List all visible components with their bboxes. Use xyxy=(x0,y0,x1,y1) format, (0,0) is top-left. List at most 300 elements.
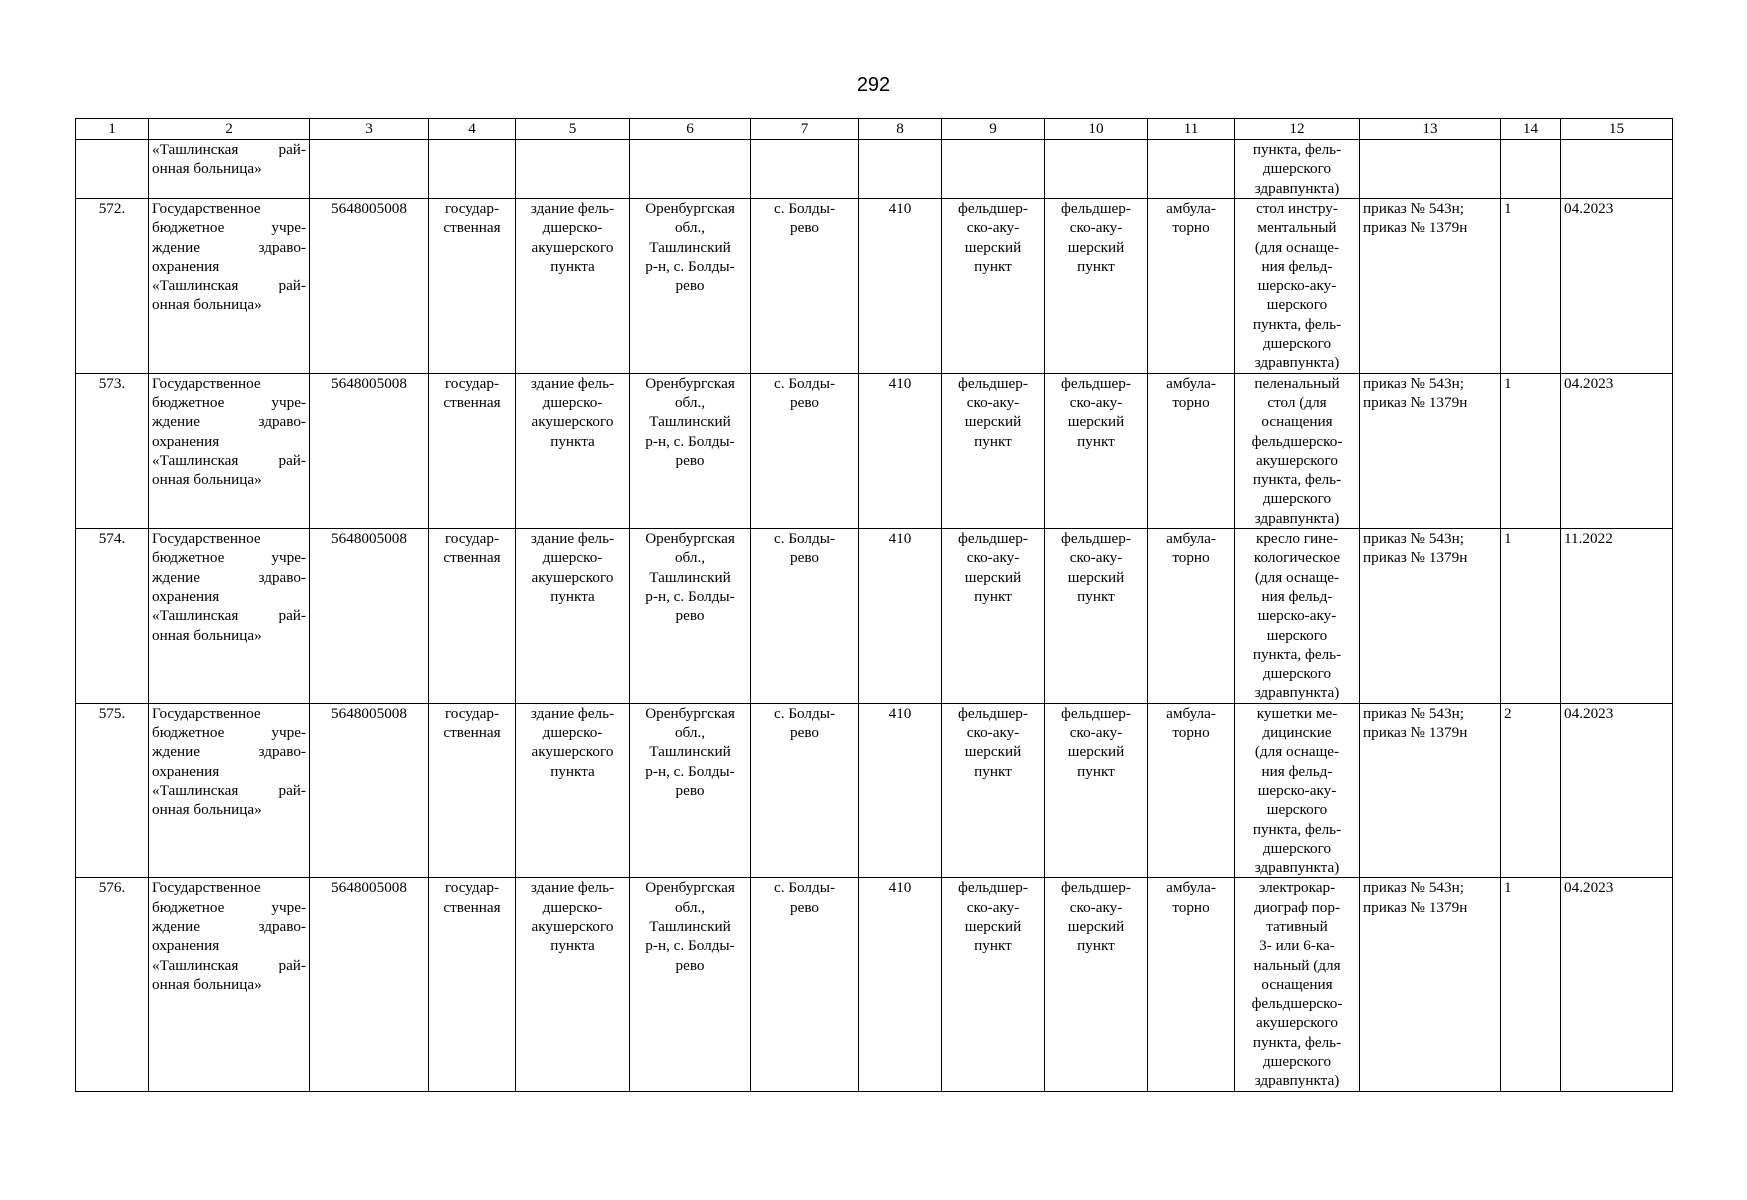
cell-line: онная больница» xyxy=(152,471,262,489)
cell-line: пункта xyxy=(550,257,595,275)
header-cell: 7 xyxy=(751,119,859,140)
cell-line: торно xyxy=(1172,549,1210,567)
cell xyxy=(429,140,516,199)
cell-line: шерский xyxy=(964,743,1022,761)
cell-line: кологическое xyxy=(1253,549,1341,567)
cell-line: пункт xyxy=(974,432,1012,450)
cell-line: дшерско- xyxy=(542,724,603,742)
cell-line: Государственное xyxy=(152,374,261,392)
cell-line: Ташлинский xyxy=(649,413,731,431)
cell-line: ско-аку- xyxy=(1069,898,1123,916)
cell-line: пункта, фель- xyxy=(1252,471,1342,489)
cell-line: шерский xyxy=(964,238,1022,256)
cell-line: дшерско- xyxy=(542,549,603,567)
cell-line: шерский xyxy=(1067,238,1125,256)
cell-line: фельдшерско- xyxy=(1251,432,1343,450)
cell-line: пункт xyxy=(1077,432,1115,450)
ownership-cell xyxy=(429,373,516,528)
cell-line: охранения xyxy=(152,257,220,275)
code-cell: 410 xyxy=(859,529,942,704)
cell-line: Оренбургская xyxy=(645,530,735,548)
ownership-cell xyxy=(429,529,516,704)
cell-line: приказ № 543н; xyxy=(1363,530,1464,548)
cell-line: дшерского xyxy=(1262,1053,1332,1071)
date-cell: 04.2023 xyxy=(1561,878,1673,1091)
cell-line: ственная xyxy=(443,393,501,411)
code-cell: 410 xyxy=(859,878,942,1091)
building-cell xyxy=(516,373,630,528)
header-cell: 10 xyxy=(1045,119,1148,140)
building-cell xyxy=(516,529,630,704)
cell-line: рево xyxy=(675,781,705,799)
cell-line: фельдшер- xyxy=(1061,200,1131,217)
cell-line: рево xyxy=(790,549,819,567)
cell-line: фельдшер- xyxy=(958,374,1028,392)
cell-line: р-н, с. Болды- xyxy=(645,762,735,780)
cell-line: пункта xyxy=(550,937,595,955)
cell-line: с. Болды- xyxy=(773,530,836,548)
cell-line: здравпункта) xyxy=(1254,354,1340,372)
cell-line: ско-аку- xyxy=(966,393,1020,411)
cell-line: онная больница» xyxy=(152,801,262,819)
cell-line: обл., xyxy=(674,898,706,916)
cell-line: стол инстру- xyxy=(1256,200,1338,217)
cell-line: акушерского xyxy=(531,568,614,586)
cell-line: торно xyxy=(1172,219,1210,237)
header-cell: 5 xyxy=(516,119,630,140)
unit2-cell xyxy=(1045,529,1148,704)
cell-line: амбула- xyxy=(1166,879,1216,897)
cell-line: «Ташлинская рай- xyxy=(152,277,306,295)
cell-line: ния фельд- xyxy=(1261,587,1333,605)
cell-line: с. Болды- xyxy=(773,374,836,392)
cell-line: пункт xyxy=(974,762,1012,780)
address-cell xyxy=(630,373,751,528)
cell-line: акушерского xyxy=(531,917,614,935)
row-number-cell: 574. xyxy=(76,529,149,704)
cell-line: «Ташлинская рай- xyxy=(152,451,306,469)
cell-line: бюджетное учре- xyxy=(152,393,306,411)
cell-line: ско-аку- xyxy=(1069,219,1123,237)
cell-line: здравпункта) xyxy=(1254,1072,1340,1090)
cell-line: охранения xyxy=(152,432,220,450)
header-cell: 8 xyxy=(859,119,942,140)
cell-line: Оренбургская xyxy=(645,879,735,897)
cell-line: здравпункта) xyxy=(1254,179,1340,197)
cell-line: кушетки ме- xyxy=(1256,704,1338,722)
cell-line: ско-аку- xyxy=(966,724,1020,742)
ownership-cell xyxy=(429,199,516,374)
cell-line: приказ № 1379н xyxy=(1363,549,1468,567)
table-row xyxy=(76,703,1673,878)
locality-cell xyxy=(751,703,859,878)
cell-line: фельдшер- xyxy=(1061,704,1131,722)
unit2-cell xyxy=(1045,878,1148,1091)
unit-cell xyxy=(942,529,1045,704)
care-cell xyxy=(1148,199,1235,374)
cell-line: ственная xyxy=(443,724,501,742)
address-cell xyxy=(630,529,751,704)
cell-line: пункта, фель- xyxy=(1252,315,1342,333)
unit-cell xyxy=(942,373,1045,528)
unit2-cell xyxy=(1045,373,1148,528)
cell-line: рево xyxy=(675,607,705,625)
cell-line: Оренбургская xyxy=(645,200,735,217)
inn-cell: 5648005008 xyxy=(310,373,429,528)
cell-line: акушерского xyxy=(531,238,614,256)
organization-cell xyxy=(149,878,310,1091)
locality-cell xyxy=(751,199,859,374)
cell-line: акушерского xyxy=(1256,1014,1338,1032)
cell-line: дшерско- xyxy=(542,393,603,411)
basis-cell xyxy=(1360,703,1501,878)
cell-line: ственная xyxy=(443,549,501,567)
cell-line: Государственное xyxy=(152,704,261,722)
cell-line: онная больница» xyxy=(152,626,262,644)
cell-line: шерский xyxy=(964,568,1022,586)
cell xyxy=(1148,140,1235,199)
cell-line: приказ № 543н; xyxy=(1363,200,1464,217)
header-cell: 9 xyxy=(942,119,1045,140)
cell-line: государ- xyxy=(444,879,500,897)
continuation-row xyxy=(76,140,1673,199)
cell-line: обл., xyxy=(674,393,706,411)
header-cell: 14 xyxy=(1501,119,1561,140)
cell-line: акушерского xyxy=(531,413,614,431)
cell-line: амбула- xyxy=(1166,374,1216,392)
cell-line: пункт xyxy=(1077,762,1115,780)
cell-line: рево xyxy=(675,956,705,974)
cell-line: ждение здраво- xyxy=(152,743,306,761)
cell-line: рево xyxy=(790,724,819,742)
cell-line: (для оснаще- xyxy=(1254,743,1340,761)
date-cell: 11.2022 xyxy=(1561,529,1673,704)
cell-line: здание фель- xyxy=(530,374,615,392)
header-cell: 15 xyxy=(1561,119,1673,140)
quantity-cell: 1 xyxy=(1501,878,1561,1091)
cell-line: Государственное xyxy=(152,200,261,217)
equipment-cell xyxy=(1235,373,1360,528)
cell-line: здание фель- xyxy=(530,704,615,722)
cell-line: оснащения xyxy=(1261,975,1333,993)
cell-line: ждение здраво- xyxy=(152,238,306,256)
quantity-cell: 1 xyxy=(1501,199,1561,374)
cell-line: шерского xyxy=(1266,626,1328,644)
organization-cell xyxy=(149,199,310,374)
ownership-cell xyxy=(429,703,516,878)
cell-line: дшерского xyxy=(1262,160,1332,178)
building-cell xyxy=(516,878,630,1091)
address-cell xyxy=(630,199,751,374)
header-cell: 3 xyxy=(310,119,429,140)
cell xyxy=(310,140,429,199)
cell-line: шерско-аку- xyxy=(1257,607,1337,625)
address-cell xyxy=(630,703,751,878)
cell-line: приказ № 1379н xyxy=(1363,898,1468,916)
cell xyxy=(1501,140,1561,199)
cell-line: акушерского xyxy=(531,743,614,761)
cell-line: дшерского xyxy=(1262,839,1332,857)
quantity-cell: 2 xyxy=(1501,703,1561,878)
basis-cell xyxy=(1360,529,1501,704)
cell-line: Государственное xyxy=(152,879,261,897)
cell-line: амбула- xyxy=(1166,704,1216,722)
registry-table xyxy=(75,118,1673,1092)
cell-line: здравпункта) xyxy=(1254,684,1340,702)
building-cell xyxy=(516,199,630,374)
cell-line: ственная xyxy=(443,219,501,237)
cell-line: ско-аку- xyxy=(1069,724,1123,742)
cell-line: р-н, с. Болды- xyxy=(645,432,735,450)
cell-line: фельдшер- xyxy=(958,200,1028,217)
cell-line: р-н, с. Болды- xyxy=(645,257,735,275)
cell-line: ния фельд- xyxy=(1261,762,1333,780)
cell-line: р-н, с. Болды- xyxy=(645,587,735,605)
cell-line: шерский xyxy=(964,917,1022,935)
cell-line: ско-аку- xyxy=(966,549,1020,567)
cell-line: пункт xyxy=(974,257,1012,275)
cell-line: Оренбургская xyxy=(645,704,735,722)
cell-line: с. Болды- xyxy=(773,704,836,722)
header-cell: 12 xyxy=(1235,119,1360,140)
cell-line: рево xyxy=(675,451,705,469)
cell-line: дицинские xyxy=(1262,724,1332,742)
cell-line: приказ № 543н; xyxy=(1363,374,1464,392)
cell-line: стол (для xyxy=(1267,393,1327,411)
cell-line: бюджетное учре- xyxy=(152,898,306,916)
table-row xyxy=(76,878,1673,1091)
cell-line: пеленальный xyxy=(1254,374,1340,392)
ownership-cell xyxy=(429,878,516,1091)
cell-line: торно xyxy=(1172,393,1210,411)
cell-line: ментальный xyxy=(1257,219,1337,237)
cell-line: шерский xyxy=(964,413,1022,431)
continuation-equipment-cell xyxy=(1235,140,1360,199)
cell xyxy=(516,140,630,199)
care-cell xyxy=(1148,703,1235,878)
cell-line: фельдшер- xyxy=(958,530,1028,548)
cell-line: пункта, фель- xyxy=(1252,645,1342,663)
cell-line: пункта, фель- xyxy=(1252,820,1342,838)
header-row xyxy=(76,119,1673,140)
cell-line: ждение здраво- xyxy=(152,413,306,431)
cell-line: фельдшер- xyxy=(958,704,1028,722)
care-cell xyxy=(1148,878,1235,1091)
cell-line: приказ № 1379н xyxy=(1363,393,1468,411)
cell-line: государ- xyxy=(444,530,500,548)
cell-line: торно xyxy=(1172,724,1210,742)
cell-line: пункта, фель- xyxy=(1252,141,1342,158)
cell-line: кресло гине- xyxy=(1255,530,1339,548)
cell-line: бюджетное учре- xyxy=(152,549,306,567)
cell xyxy=(751,140,859,199)
cell-line: дшерско- xyxy=(542,898,603,916)
cell-line: приказ № 1379н xyxy=(1363,219,1468,237)
cell-line: обл., xyxy=(674,219,706,237)
cell-line: пункта xyxy=(550,762,595,780)
inn-cell: 5648005008 xyxy=(310,878,429,1091)
continuation-org-cell xyxy=(149,140,310,199)
date-cell: 04.2023 xyxy=(1561,373,1673,528)
cell-line: ждение здраво- xyxy=(152,917,306,935)
code-cell: 410 xyxy=(859,373,942,528)
organization-cell xyxy=(149,373,310,528)
cell-line: «Ташлинская рай- xyxy=(152,141,306,158)
cell-line: (для оснаще- xyxy=(1254,568,1340,586)
cell-line: приказ № 543н; xyxy=(1363,704,1464,722)
basis-cell xyxy=(1360,878,1501,1091)
cell-line: ждение здраво- xyxy=(152,568,306,586)
table-row xyxy=(76,373,1673,528)
header-cell: 1 xyxy=(76,119,149,140)
cell-line: торно xyxy=(1172,898,1210,916)
code-cell: 410 xyxy=(859,199,942,374)
cell-line: обл., xyxy=(674,724,706,742)
basis-cell xyxy=(1360,373,1501,528)
address-cell xyxy=(630,878,751,1091)
cell-line: дшерского xyxy=(1262,490,1332,508)
cell-line: Государственное xyxy=(152,530,261,548)
cell-line: ско-аку- xyxy=(1069,549,1123,567)
cell-line: нальный (для xyxy=(1253,956,1341,974)
cell-line: акушерского xyxy=(1256,451,1338,469)
cell-line: Оренбургская xyxy=(645,374,735,392)
inn-cell: 5648005008 xyxy=(310,199,429,374)
cell-line: онная больница» xyxy=(152,296,262,314)
cell-line: дшерского xyxy=(1262,335,1332,353)
cell-line: бюджетное учре- xyxy=(152,724,306,742)
cell-line: фельдшерско- xyxy=(1251,995,1343,1013)
care-cell xyxy=(1148,529,1235,704)
cell-line: здание фель- xyxy=(530,879,615,897)
cell-line: приказ № 1379н xyxy=(1363,724,1468,742)
cell-line: шерский xyxy=(1067,743,1125,761)
organization-cell xyxy=(149,703,310,878)
row-number-cell: 575. xyxy=(76,703,149,878)
cell-line: шерский xyxy=(1067,413,1125,431)
cell-line: пункт xyxy=(974,937,1012,955)
cell-line: дшерско- xyxy=(542,219,603,237)
cell xyxy=(630,140,751,199)
code-cell: 410 xyxy=(859,703,942,878)
table-row xyxy=(76,529,1673,704)
cell-line: пункт xyxy=(1077,257,1115,275)
row-number-cell: 572. xyxy=(76,199,149,374)
cell-line: «Ташлинская рай- xyxy=(152,607,306,625)
quantity-cell: 1 xyxy=(1501,373,1561,528)
cell-line: амбула- xyxy=(1166,200,1216,217)
cell-line: Ташлинский xyxy=(649,743,731,761)
cell-line: шерско-аку- xyxy=(1257,781,1337,799)
cell-line: ско-аку- xyxy=(1069,393,1123,411)
cell-line: охранения xyxy=(152,587,220,605)
quantity-cell: 1 xyxy=(1501,529,1561,704)
cell-line: с. Болды- xyxy=(773,879,836,897)
cell-line: рево xyxy=(790,393,819,411)
locality-cell xyxy=(751,529,859,704)
cell-line: пункт xyxy=(974,587,1012,605)
cell-line: рево xyxy=(790,219,819,237)
cell-line: бюджетное учре- xyxy=(152,219,306,237)
cell-line: диограф пор- xyxy=(1253,898,1341,916)
basis-cell xyxy=(1360,199,1501,374)
cell xyxy=(1360,140,1501,199)
cell-line: пункт xyxy=(1077,587,1115,605)
cell-line: шерского xyxy=(1266,296,1328,314)
cell-line: онная больница» xyxy=(152,975,262,993)
cell-line: шерского xyxy=(1266,801,1328,819)
cell-line: фельдшер- xyxy=(1061,374,1131,392)
cell-line: шерско-аку- xyxy=(1257,277,1337,295)
cell-line: Ташлинский xyxy=(649,917,731,935)
cell xyxy=(1561,140,1673,199)
cell-line: р-н, с. Болды- xyxy=(645,937,735,955)
cell-line: государ- xyxy=(444,200,500,217)
cell-line: пункта xyxy=(550,587,595,605)
cell-line: ско-аку- xyxy=(966,219,1020,237)
cell-line: охранения xyxy=(152,937,220,955)
cell-line: ско-аку- xyxy=(966,898,1020,916)
cell-line: фельдшер- xyxy=(1061,879,1131,897)
inn-cell: 5648005008 xyxy=(310,703,429,878)
cell-line: рево xyxy=(675,277,705,295)
cell-line: государ- xyxy=(444,374,500,392)
organization-cell xyxy=(149,529,310,704)
date-cell: 04.2023 xyxy=(1561,199,1673,374)
table-row xyxy=(76,199,1673,374)
equipment-cell xyxy=(1235,529,1360,704)
unit2-cell xyxy=(1045,703,1148,878)
cell-line: шерский xyxy=(1067,917,1125,935)
row-number-cell: 573. xyxy=(76,373,149,528)
cell-line: Ташлинский xyxy=(649,568,731,586)
header-cell: 13 xyxy=(1360,119,1501,140)
cell-line: шерский xyxy=(1067,568,1125,586)
building-cell xyxy=(516,703,630,878)
inn-cell: 5648005008 xyxy=(310,529,429,704)
header-cell: 6 xyxy=(630,119,751,140)
cell-line: (для оснаще- xyxy=(1254,238,1340,256)
cell-line: 3- или 6-ка- xyxy=(1259,937,1335,955)
date-cell: 04.2023 xyxy=(1561,703,1673,878)
locality-cell xyxy=(751,373,859,528)
equipment-cell xyxy=(1235,878,1360,1091)
cell xyxy=(1045,140,1148,199)
cell xyxy=(76,140,149,199)
cell xyxy=(942,140,1045,199)
locality-cell xyxy=(751,878,859,1091)
unit2-cell xyxy=(1045,199,1148,374)
header-cell: 2 xyxy=(149,119,310,140)
cell-line: охранения xyxy=(152,762,220,780)
page-number: 292 xyxy=(856,74,891,96)
cell-line: пункт xyxy=(1077,937,1115,955)
cell-line: «Ташлинская рай- xyxy=(152,781,306,799)
cell-line: с. Болды- xyxy=(773,200,836,217)
cell-line: здание фель- xyxy=(530,530,615,548)
cell-line: государ- xyxy=(444,704,500,722)
cell-line: Ташлинский xyxy=(649,238,731,256)
cell-line: рево xyxy=(790,898,819,916)
cell-line: «Ташлинская рай- xyxy=(152,956,306,974)
cell-line: ния фельд- xyxy=(1261,257,1333,275)
header-cell: 4 xyxy=(429,119,516,140)
cell-line: оснащения xyxy=(1261,413,1333,431)
unit-cell xyxy=(942,878,1045,1091)
equipment-cell xyxy=(1235,703,1360,878)
cell-line: здравпункта) xyxy=(1254,509,1340,527)
cell-line: фельдшер- xyxy=(958,879,1028,897)
